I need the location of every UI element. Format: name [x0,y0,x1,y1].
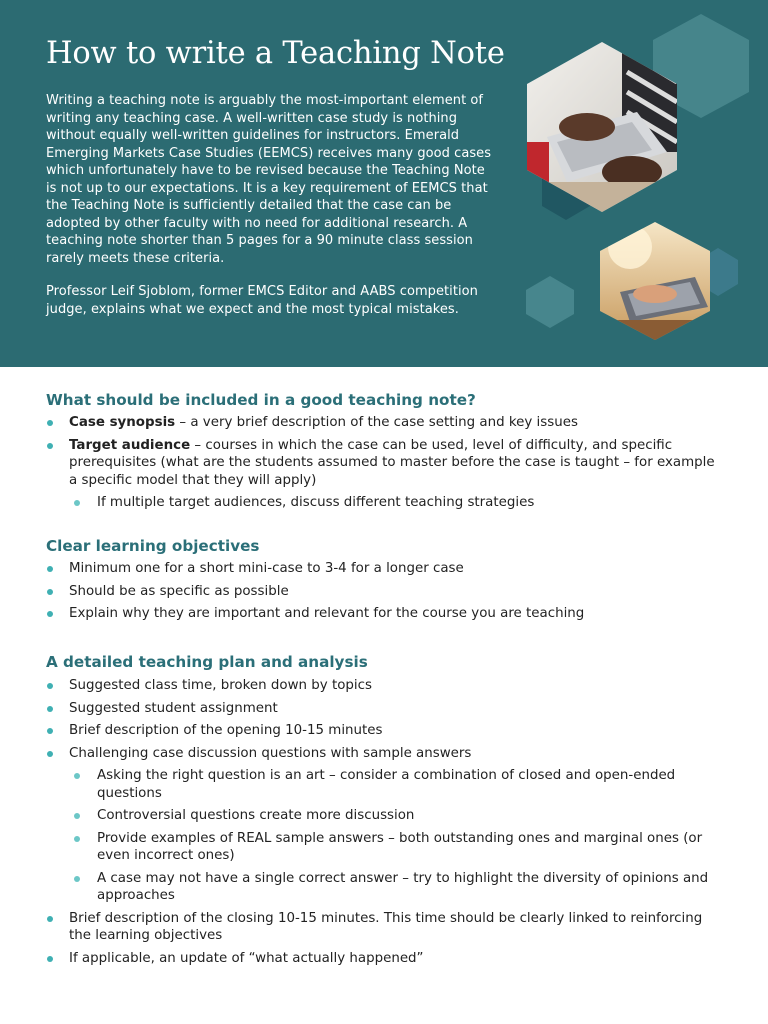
list-item: Brief description of the opening 10-15 minutes [46,722,726,740]
list-item: Suggested student assignment [46,700,726,718]
hexagon-bottom-decor [526,276,574,328]
list-item: Should be as specific as possible [46,583,726,601]
laptop-typing-photo [527,42,677,212]
page-title: How to write a Teaching Note [46,36,505,71]
list-item-text: – courses in which the case can be used, level of difficulty, and specific prerequisites (what are the students assumed to master before the case is taught – for example a specific model that they will apply) [69,437,715,488]
section2-heading: Clear learning objectives [46,537,260,555]
intro-text [46,92,496,318]
list-item-term: Case synopsis [69,415,176,430]
laptop-desk-photo [600,222,710,340]
section1-list [46,414,726,512]
list-item: Challenging case discussion questions with sample answers [46,745,726,763]
sub-list-item: Asking the right question is an art – consider a combination of closed and open-ended questions [46,767,726,802]
list-item: Brief description of the closing 10-15 minutes. This time should be clearly linked to reinforcing the learning objectives [46,910,726,945]
section2-list [46,560,726,623]
list-item: Minimum one for a short mini-case to 3-4 for a longer case [46,560,726,578]
list-item-text: – a very brief description of the case setting and key issues [175,415,578,430]
intro-paragraph: Writing a teaching note is arguably the most-important element of writing any teaching case. A well-written case study is nothing without equally well-written guidelines for instructors. Emerald Emerging Markets Case Studies (EEMCS) receives many good cases which unfortunately have to be revised because the Teaching Note is not up to our expectations. It is a key requirement of EEMCS that the Teaching Note is sufficiently detailed that the case can be adopted by other faculty with no need for additional research. A teaching note shorter than 5 pages for a 90 minute class session rarely meets these criteria. [46,93,492,266]
sub-list-item: Controversial questions create more discussion [46,807,726,825]
sub-list-item: If multiple target audiences, discuss different teaching strategies [46,494,726,512]
list-item: Suggested class time, broken down by topics [46,677,726,695]
header-banner [0,0,768,367]
byline-paragraph: Professor Leif Sjoblom, former EMCS Editor and AABS competition judge, explains what we expect and the most typical mistakes. [46,284,478,317]
section1-heading: What should be included in a good teaching note? [46,391,476,409]
sub-list-item: A case may not have a single correct answer – try to highlight the diversity of opinions and approaches [46,870,726,905]
list-item [46,414,726,432]
section3-heading: A detailed teaching plan and analysis [46,653,368,671]
list-item [46,437,726,490]
sub-list-item: Provide examples of REAL sample answers – both outstanding ones and marginal ones (or even incorrect ones) [46,830,726,865]
section3-list [46,677,726,967]
list-item-term: Target audience [69,437,191,453]
list-item: Explain why they are important and relevant for the course you are teaching [46,605,726,623]
list-item: If applicable, an update of “what actually happened” [46,950,726,968]
